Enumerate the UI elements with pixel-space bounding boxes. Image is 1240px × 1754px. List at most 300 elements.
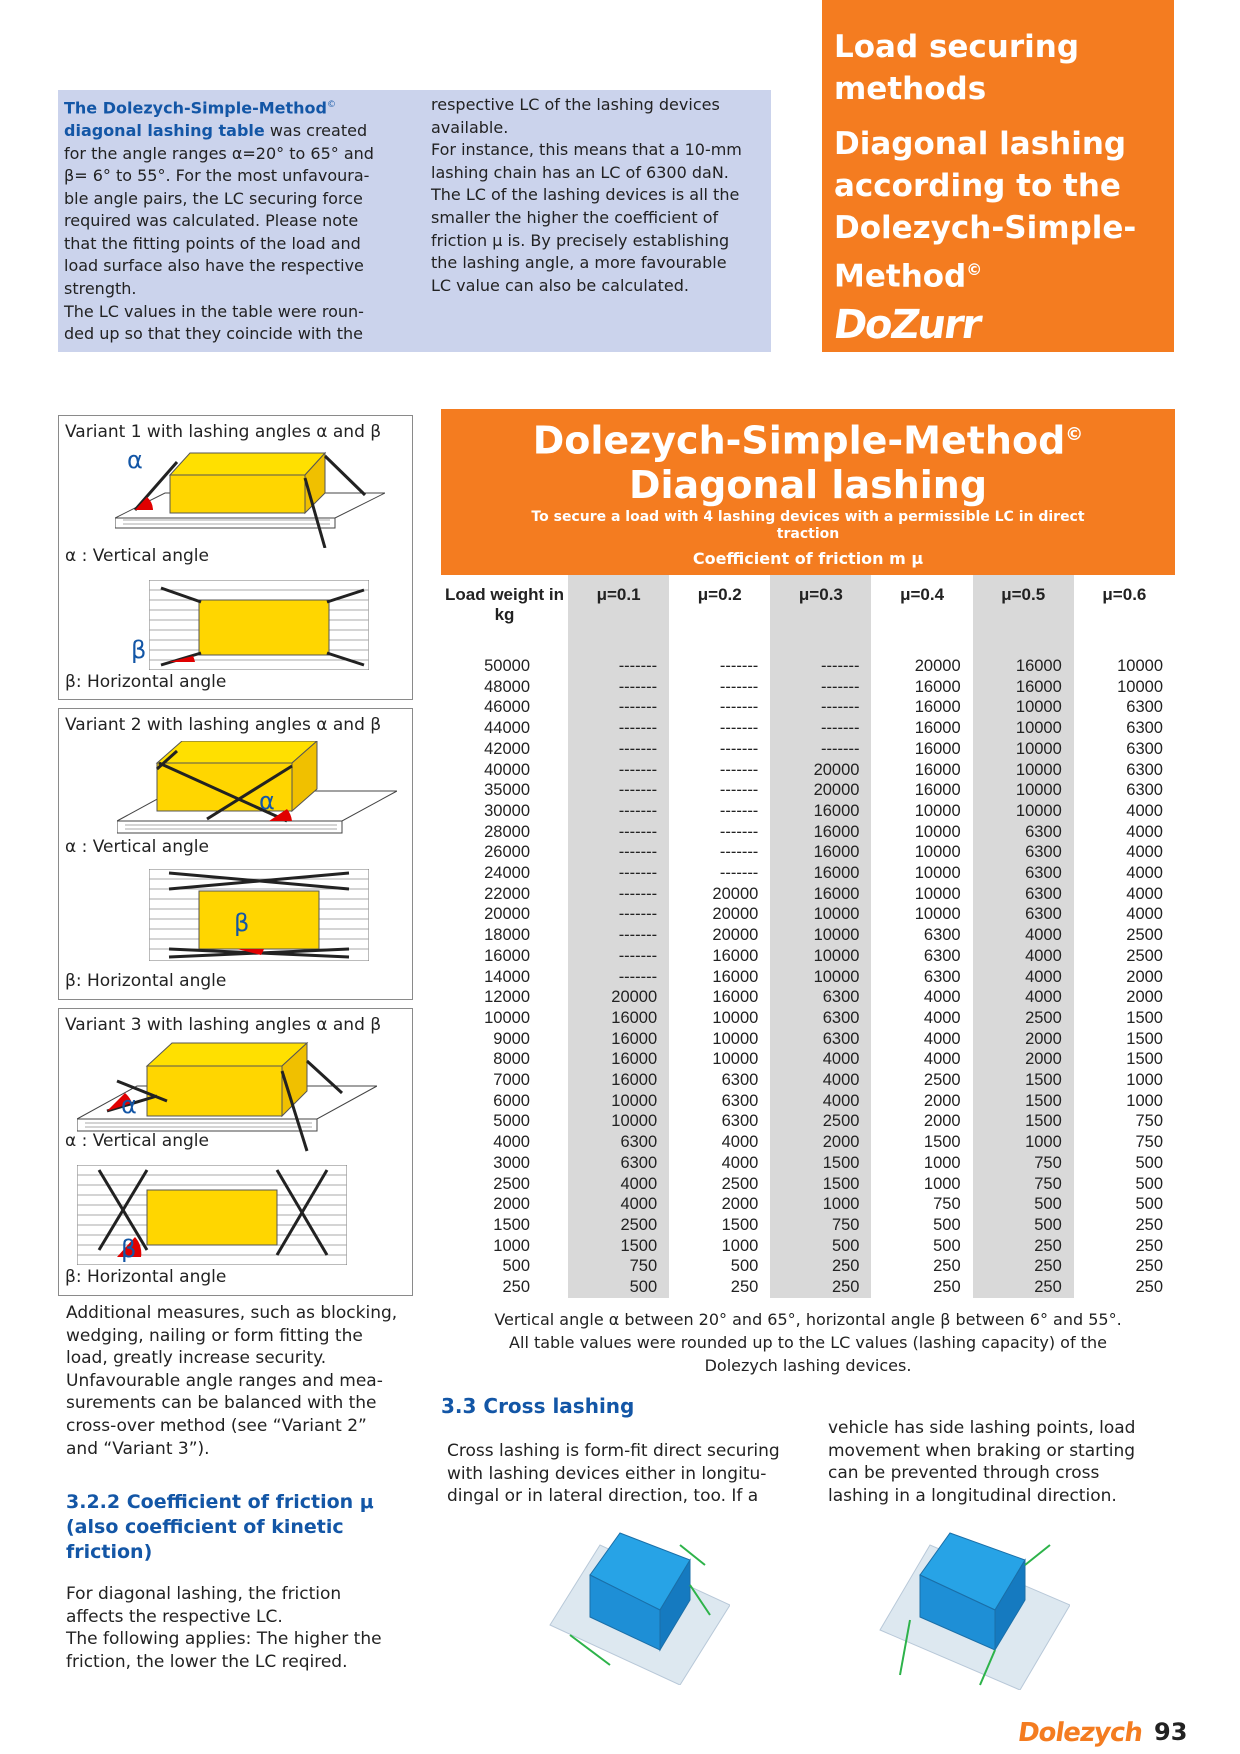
lc-value-cell: 4000	[770, 1049, 871, 1070]
lc-value-cell: 2500	[973, 1008, 1074, 1029]
lc-value-cell: 16000	[770, 842, 871, 863]
chapter-title-line: methods	[834, 71, 987, 107]
table-row	[441, 1215, 1175, 1236]
lc-value-cell: 500	[1135, 1195, 1163, 1214]
lc-value-cell: 10000	[973, 780, 1074, 801]
lc-value-cell: 6300	[721, 1112, 759, 1131]
table-body	[441, 648, 1175, 1298]
table-row	[441, 718, 1175, 739]
lc-value-cell: 500	[1135, 1153, 1163, 1172]
lc-value-cell: -------	[719, 719, 759, 738]
lc-value-cell: 1000	[923, 1153, 961, 1172]
alpha-symbol: α	[127, 446, 143, 474]
lc-value-cell: -------	[568, 801, 669, 822]
lc-value-cell: -------	[770, 739, 871, 760]
lc-value-cell: 20000	[770, 760, 871, 781]
lc-value-cell: 1000	[770, 1194, 871, 1215]
lc-value-cell: 1000	[973, 1132, 1074, 1153]
lc-value-cell: 4000	[568, 1194, 669, 1215]
lc-value-cell: 6300	[923, 946, 961, 965]
table-row	[441, 1194, 1175, 1215]
dozurr-logo: DoZurr	[830, 302, 983, 348]
lc-value-cell: 750	[1135, 1112, 1163, 1131]
lc-value-cell: 500	[770, 1236, 871, 1257]
load-weight-cell: 28000	[484, 822, 530, 841]
lc-value-cell: 1500	[770, 1174, 871, 1195]
lc-value-cell: 2500	[1126, 946, 1163, 965]
cross-lashing-image-2	[860, 1525, 1070, 1690]
lc-value-cell: -------	[568, 904, 669, 925]
intro-col-1: The Dolezych-Simple-Method© diagonal lashing table was created for the angle ranges α=20° to 65° and β= 6° to 55°. For the most unfavoura- ble angle pairs, the LC securing force required was calculated. Please note that the fitting points of the load and load surface also have the respective strength. The LC values in the table were roun- ded up so that they coincide with the	[64, 98, 374, 344]
friction-paragraph: For diagonal lashing, the friction affects the respective LC. The following applies: The higher the friction, the lower the LC reqired.	[66, 1584, 382, 1672]
lc-value-cell: 20000	[770, 780, 871, 801]
table-header	[441, 409, 1175, 575]
lc-value-cell: 6300	[923, 926, 961, 945]
lc-value-cell: 1500	[1126, 1050, 1163, 1069]
load-weight-cell: 42000	[484, 739, 530, 758]
lc-value-cell: 4000	[923, 988, 961, 1007]
lc-value-cell: 250	[933, 1278, 961, 1297]
lc-value-cell: 750	[1135, 1133, 1163, 1152]
lc-value-cell: 20000	[712, 905, 759, 924]
variant-1-top-diagram	[149, 580, 369, 670]
cross-lashing-col-1: Cross lashing is form-fit direct securing with lashing devices either in longitu- dingal or in lateral direction, too. If a	[447, 1441, 780, 1507]
lc-value-cell: 20000	[712, 926, 759, 945]
table-row	[441, 967, 1175, 988]
load-weight-cell: 8000	[493, 1050, 530, 1069]
chapter-header	[822, 0, 1174, 352]
table-row	[441, 656, 1175, 677]
lc-table	[441, 575, 1175, 1298]
lc-value-cell: -------	[770, 677, 871, 698]
lc-value-cell: 16000	[568, 1070, 669, 1091]
lc-value-cell: -------	[568, 946, 669, 967]
lc-value-cell: 1500	[973, 1091, 1074, 1112]
lc-value-cell: 4000	[973, 946, 1074, 967]
lc-value-cell: 250	[730, 1278, 759, 1297]
cross-lashing-col-2: vehicle has side lashing points, load movement when braking or starting can be prevented through cross lashing in a longitudinal direction.	[828, 1418, 1136, 1506]
table-row	[441, 739, 1175, 760]
lc-value-cell: 16000	[712, 988, 759, 1007]
load-weight-cell: 44000	[484, 719, 530, 738]
lc-value-cell: 1500	[973, 1070, 1074, 1091]
section-title-line: according to the	[834, 168, 1121, 204]
lc-value-cell: 6300	[770, 1029, 871, 1050]
lc-value-cell: 1000	[1126, 1071, 1163, 1090]
table-row	[441, 842, 1175, 863]
lc-value-cell: 500	[933, 1236, 961, 1255]
lc-value-cell: 10000	[973, 739, 1074, 760]
alpha-symbol: α	[259, 787, 275, 815]
lc-value-cell: 6300	[1126, 760, 1163, 779]
lc-value-cell: 6300	[923, 967, 961, 986]
lc-value-cell: 10000	[914, 801, 961, 820]
load-weight-cell: 50000	[484, 657, 530, 675]
lc-value-cell: 10000	[914, 843, 961, 862]
lc-value-cell: -------	[568, 884, 669, 905]
lc-value-cell: 2500	[1126, 926, 1163, 945]
load-weight-cell: 10000	[484, 1008, 530, 1027]
table-row	[441, 1174, 1175, 1195]
variant-caption: Variant 2 with lashing angles α and β	[65, 715, 382, 735]
load-weight-cell: 6000	[493, 1091, 530, 1110]
load-weight-cell: 22000	[484, 884, 530, 903]
lc-value-cell: 6300	[568, 1132, 669, 1153]
table-row	[441, 760, 1175, 781]
col-mu: μ=0.2	[697, 585, 742, 604]
lc-value-cell: 6300	[1126, 719, 1163, 738]
lc-value-cell: 4000	[721, 1133, 759, 1152]
lc-value-cell: 16000	[770, 884, 871, 905]
horizontal-angle-label: β: Horizontal angle	[65, 672, 227, 692]
footer-brand-logo: Dolezych	[1015, 1718, 1145, 1748]
table-row	[441, 801, 1175, 822]
lc-value-cell: 10000	[568, 1091, 669, 1112]
lc-value-cell: 6300	[973, 842, 1074, 863]
lc-value-cell: 10000	[914, 884, 961, 903]
variant-2-side-diagram	[117, 741, 397, 851]
lc-value-cell: 4000	[770, 1070, 871, 1091]
lc-value-cell: 4000	[721, 1153, 759, 1172]
cross-lashing-heading: 3.3 Cross lashing	[441, 1394, 635, 1418]
variant-3-top-diagram	[77, 1165, 347, 1265]
beta-symbol: β	[234, 909, 250, 937]
col-mu: μ=0.6	[1102, 585, 1147, 604]
lc-value-cell: 250	[1135, 1257, 1163, 1276]
alpha-symbol: α	[121, 1091, 137, 1119]
horizontal-angle-label: β: Horizontal angle	[65, 971, 227, 991]
load-weight-cell: 1000	[493, 1236, 530, 1255]
lc-value-cell: 2000	[770, 1132, 871, 1153]
lc-value-cell: 10000	[712, 1029, 759, 1048]
table-subtitle: To secure a load with 4 lashing devices with a permissible LC in direct traction	[531, 509, 1085, 542]
lc-value-cell: 250	[933, 1257, 961, 1276]
lc-value-cell: 16000	[973, 677, 1074, 698]
lc-value-cell: 2000	[1126, 967, 1163, 986]
lc-value-cell: 16000	[568, 1029, 669, 1050]
table-title: Dolezych-Simple-Method© Diagonal lashing	[532, 418, 1084, 507]
load-weight-cell: 4000	[493, 1133, 530, 1152]
load-weight-cell: 30000	[484, 801, 530, 820]
table-row	[441, 822, 1175, 843]
variant-caption: Variant 3 with lashing angles α and β	[65, 1015, 382, 1035]
lc-value-cell: -------	[568, 760, 669, 781]
lc-value-cell: 10000	[770, 925, 871, 946]
lc-value-cell: 2500	[568, 1215, 669, 1236]
lc-value-cell: 4000	[1126, 822, 1163, 841]
lc-value-cell: 6300	[973, 822, 1074, 843]
lc-value-cell: 6300	[1126, 739, 1163, 758]
vertical-angle-label: α : Vertical angle	[65, 546, 209, 566]
lc-value-cell: 250	[770, 1256, 871, 1277]
lc-value-cell: -------	[568, 656, 669, 677]
load-weight-cell: 46000	[484, 698, 530, 717]
table-header-row	[441, 575, 1175, 648]
lc-value-cell: 20000	[914, 657, 961, 675]
lc-value-cell: -------	[719, 822, 759, 841]
lc-value-cell: 2000	[923, 1112, 961, 1131]
lc-value-cell: 250	[770, 1277, 871, 1298]
lc-value-cell: 10000	[568, 1111, 669, 1132]
lc-value-cell: -------	[568, 925, 669, 946]
lc-value-cell: -------	[719, 843, 759, 862]
variant-caption: Variant 1 with lashing angles α and β	[65, 422, 382, 442]
load-weight-cell: 9000	[493, 1029, 530, 1048]
lc-value-cell: -------	[568, 863, 669, 884]
lc-value-cell: 16000	[973, 656, 1074, 677]
col-mu: μ=0.3	[770, 575, 871, 648]
cross-lashing-image-1	[530, 1525, 730, 1685]
lc-value-cell: -------	[770, 718, 871, 739]
intro-box	[58, 90, 771, 352]
lc-value-cell: 4000	[973, 967, 1074, 988]
lc-value-cell: 500	[973, 1194, 1074, 1215]
load-weight-cell: 40000	[484, 760, 530, 779]
load-weight-cell: 20000	[484, 905, 530, 924]
lc-value-cell: -------	[568, 842, 669, 863]
lc-value-cell: 6300	[1126, 698, 1163, 717]
lc-value-cell: 10000	[770, 904, 871, 925]
lc-value-cell: 250	[1135, 1236, 1163, 1255]
lc-value-cell: 2000	[923, 1091, 961, 1110]
lc-value-cell: -------	[770, 697, 871, 718]
table-row	[441, 1091, 1175, 1112]
load-weight-cell: 24000	[484, 864, 530, 883]
col-mu: μ=0.1	[568, 575, 669, 648]
load-weight-cell: 18000	[484, 926, 530, 945]
table-row	[441, 780, 1175, 801]
lc-value-cell: 2500	[770, 1111, 871, 1132]
load-weight-cell: 26000	[484, 843, 530, 862]
lc-value-cell: 2000	[973, 1029, 1074, 1050]
lc-value-cell: -------	[719, 801, 759, 820]
lc-value-cell: 1500	[973, 1111, 1074, 1132]
table-row	[441, 1256, 1175, 1277]
load-weight-cell: 16000	[484, 946, 530, 965]
lc-value-cell: 4000	[923, 1029, 961, 1048]
lc-value-cell: 16000	[914, 719, 961, 738]
lc-value-cell: 6300	[721, 1071, 759, 1090]
lc-value-cell: 10000	[1117, 677, 1163, 696]
lc-value-cell: -------	[568, 967, 669, 988]
lc-value-cell: 10000	[712, 1008, 759, 1027]
lc-value-cell: 20000	[712, 884, 759, 903]
load-weight-cell: 35000	[484, 781, 530, 800]
vertical-angle-label: α : Vertical angle	[65, 1131, 209, 1151]
lc-value-cell: 1500	[1126, 1008, 1163, 1027]
lc-value-cell: 1000	[1126, 1091, 1163, 1110]
lc-value-cell: -------	[719, 781, 759, 800]
lc-value-cell: -------	[719, 864, 759, 883]
lc-value-cell: 250	[1135, 1278, 1163, 1297]
lc-value-cell: -------	[770, 656, 871, 677]
lc-value-cell: 4000	[568, 1174, 669, 1195]
lc-value-cell: -------	[719, 698, 759, 717]
lc-value-cell: -------	[568, 739, 669, 760]
lc-value-cell: 6300	[973, 904, 1074, 925]
lc-value-cell: 250	[973, 1277, 1074, 1298]
intro-bold-title: The Dolezych-Simple-Method	[64, 98, 327, 118]
variant-3-box	[58, 1008, 413, 1296]
lc-value-cell: 10000	[914, 905, 961, 924]
load-weight-cell: 1500	[493, 1215, 530, 1234]
col-mu: μ=0.4	[900, 585, 945, 604]
friction-heading: 3.2.2 Coefficient of friction μ (also coefficient of kinetic friction)	[66, 1491, 374, 1563]
table-row	[441, 925, 1175, 946]
table-row	[441, 677, 1175, 698]
lc-value-cell: 2000	[721, 1195, 759, 1214]
lc-value-cell: 1500	[770, 1153, 871, 1174]
table-row	[441, 1070, 1175, 1091]
lc-value-cell: 6300	[568, 1153, 669, 1174]
lc-value-cell: 500	[568, 1277, 669, 1298]
page-number: 93	[1154, 1718, 1188, 1746]
friction-label: Coefficient of friction m μ	[692, 549, 924, 568]
lc-value-cell: 4000	[1126, 884, 1163, 903]
lc-value-cell: 500	[730, 1257, 759, 1276]
lc-value-cell: 6300	[973, 863, 1074, 884]
lc-value-cell: 2500	[721, 1174, 759, 1193]
lc-value-cell: 16000	[712, 967, 759, 986]
lc-value-cell: 6300	[721, 1091, 759, 1110]
section-title-line: Method©	[834, 258, 983, 295]
lc-value-cell: -------	[568, 718, 669, 739]
table-row	[441, 1029, 1175, 1050]
lc-value-cell: -------	[568, 780, 669, 801]
lc-value-cell: 1500	[721, 1215, 759, 1234]
lc-value-cell: 20000	[568, 987, 669, 1008]
lc-value-cell: 16000	[914, 677, 961, 696]
intro-col-2: respective LC of the lashing devices available. For instance, this means that a 10-mm lashing chain has an LC of 6300 daN. The LC of the lashing devices is all the smaller the higher the coefficient of friction μ is. By precisely establishing the lashing angle, a more favourable LC value can also be calculated.	[431, 95, 742, 295]
table-row	[441, 884, 1175, 905]
lc-value-cell: 4000	[973, 987, 1074, 1008]
lc-value-cell: 1000	[923, 1174, 961, 1193]
lc-value-cell: 6300	[770, 987, 871, 1008]
section-title-line: Diagonal lashing	[834, 126, 1127, 162]
col-load-weight: Load weight in kg	[445, 585, 564, 624]
table-row	[441, 946, 1175, 967]
load-weight-cell: 2000	[493, 1195, 530, 1214]
lc-value-cell: 1500	[568, 1236, 669, 1257]
lc-value-cell: 750	[770, 1215, 871, 1236]
load-weight-cell: 500	[502, 1257, 530, 1276]
table-row	[441, 1111, 1175, 1132]
variant-1-box	[58, 415, 413, 700]
table-note: Vertical angle α between 20° and 65°, horizontal angle β between 6° and 55°. All table values were rounded up to the LC values (lashing capacity) of the Dolezych lashing devices.	[494, 1310, 1122, 1375]
lc-value-cell: 16000	[770, 801, 871, 822]
lc-value-cell: 4000	[1126, 905, 1163, 924]
horizontal-angle-label: β: Horizontal angle	[65, 1267, 227, 1287]
lc-value-cell: 10000	[712, 1050, 759, 1069]
load-weight-cell: 5000	[493, 1112, 530, 1131]
lc-value-cell: 4000	[973, 925, 1074, 946]
lc-value-cell: 250	[1135, 1215, 1163, 1234]
variant-2-box	[58, 708, 413, 1000]
load-weight-cell: 2500	[493, 1174, 530, 1193]
table-row	[441, 1153, 1175, 1174]
table-row	[441, 1236, 1175, 1257]
lc-value-cell: 500	[1135, 1174, 1163, 1193]
lc-value-cell: 2000	[1126, 988, 1163, 1007]
vertical-angle-label: α : Vertical angle	[65, 837, 209, 857]
table-row	[441, 904, 1175, 925]
lc-value-cell: 10000	[914, 864, 961, 883]
load-weight-cell: 14000	[484, 967, 530, 986]
table-row	[441, 863, 1175, 884]
additional-measures-text: Additional measures, such as blocking, wedging, nailing or form fitting the load, greatly increase security. Unfavourable angle ranges and mea- surements can be balanced with the cross-over method (see “Variant 2” and “Variant 3”).	[66, 1303, 398, 1459]
lc-value-cell: 2000	[973, 1049, 1074, 1070]
lc-value-cell: -------	[719, 760, 759, 779]
beta-symbol: β	[121, 1235, 137, 1263]
lc-value-cell: 16000	[914, 760, 961, 779]
lc-value-cell: 4000	[770, 1091, 871, 1112]
lc-value-cell: 750	[568, 1256, 669, 1277]
lc-value-cell: -------	[719, 677, 759, 696]
lc-value-cell: 10000	[914, 822, 961, 841]
lc-value-cell: 6300	[973, 884, 1074, 905]
lc-value-cell: 16000	[568, 1049, 669, 1070]
lc-value-cell: 16000	[770, 863, 871, 884]
lc-value-cell: 10000	[973, 760, 1074, 781]
lc-value-cell: 750	[973, 1153, 1074, 1174]
load-weight-cell: 48000	[484, 677, 530, 696]
lc-value-cell: 10000	[1117, 657, 1163, 675]
table-row	[441, 1008, 1175, 1029]
lc-value-cell: 10000	[770, 946, 871, 967]
lc-value-cell: 2500	[923, 1071, 961, 1090]
lc-value-cell: 16000	[914, 698, 961, 717]
lc-value-cell: 750	[973, 1174, 1074, 1195]
lc-value-cell: -------	[568, 697, 669, 718]
lc-value-cell: -------	[568, 677, 669, 698]
variant-2-top-diagram	[149, 869, 369, 961]
lc-value-cell: 250	[973, 1236, 1074, 1257]
lc-value-cell: 10000	[770, 967, 871, 988]
lc-value-cell: 16000	[914, 739, 961, 758]
lc-value-cell: 16000	[770, 822, 871, 843]
variant-1-side-diagram	[115, 448, 385, 548]
lc-value-cell: 6300	[1126, 781, 1163, 800]
lc-value-cell: 16000	[914, 781, 961, 800]
lc-value-cell: 16000	[712, 946, 759, 965]
beta-symbol: β	[131, 636, 147, 664]
lc-value-cell: 1000	[721, 1236, 759, 1255]
lc-value-cell: 10000	[973, 697, 1074, 718]
lc-value-cell: 500	[973, 1215, 1074, 1236]
lc-value-cell: 4000	[1126, 801, 1163, 820]
col-mu: μ=0.5	[973, 575, 1074, 648]
lc-value-cell: 1500	[923, 1133, 961, 1152]
table-row	[441, 1277, 1175, 1298]
lc-value-cell: 10000	[973, 801, 1074, 822]
lc-value-cell: 10000	[973, 718, 1074, 739]
lc-value-cell: 1500	[1126, 1029, 1163, 1048]
table-row	[441, 697, 1175, 718]
load-weight-cell: 3000	[493, 1153, 530, 1172]
table-row	[441, 987, 1175, 1008]
lc-value-cell: 6300	[770, 1008, 871, 1029]
lc-value-cell: -------	[568, 822, 669, 843]
table-row	[441, 1049, 1175, 1070]
lc-value-cell: -------	[719, 739, 759, 758]
lc-value-cell: 4000	[923, 1050, 961, 1069]
lc-value-cell: 4000	[1126, 843, 1163, 862]
load-weight-cell: 7000	[493, 1071, 530, 1090]
load-weight-cell: 250	[502, 1278, 530, 1297]
section-title-line: Dolezych-Simple-	[834, 210, 1137, 246]
lc-value-cell: 4000	[923, 1008, 961, 1027]
lc-value-cell: 16000	[568, 1008, 669, 1029]
